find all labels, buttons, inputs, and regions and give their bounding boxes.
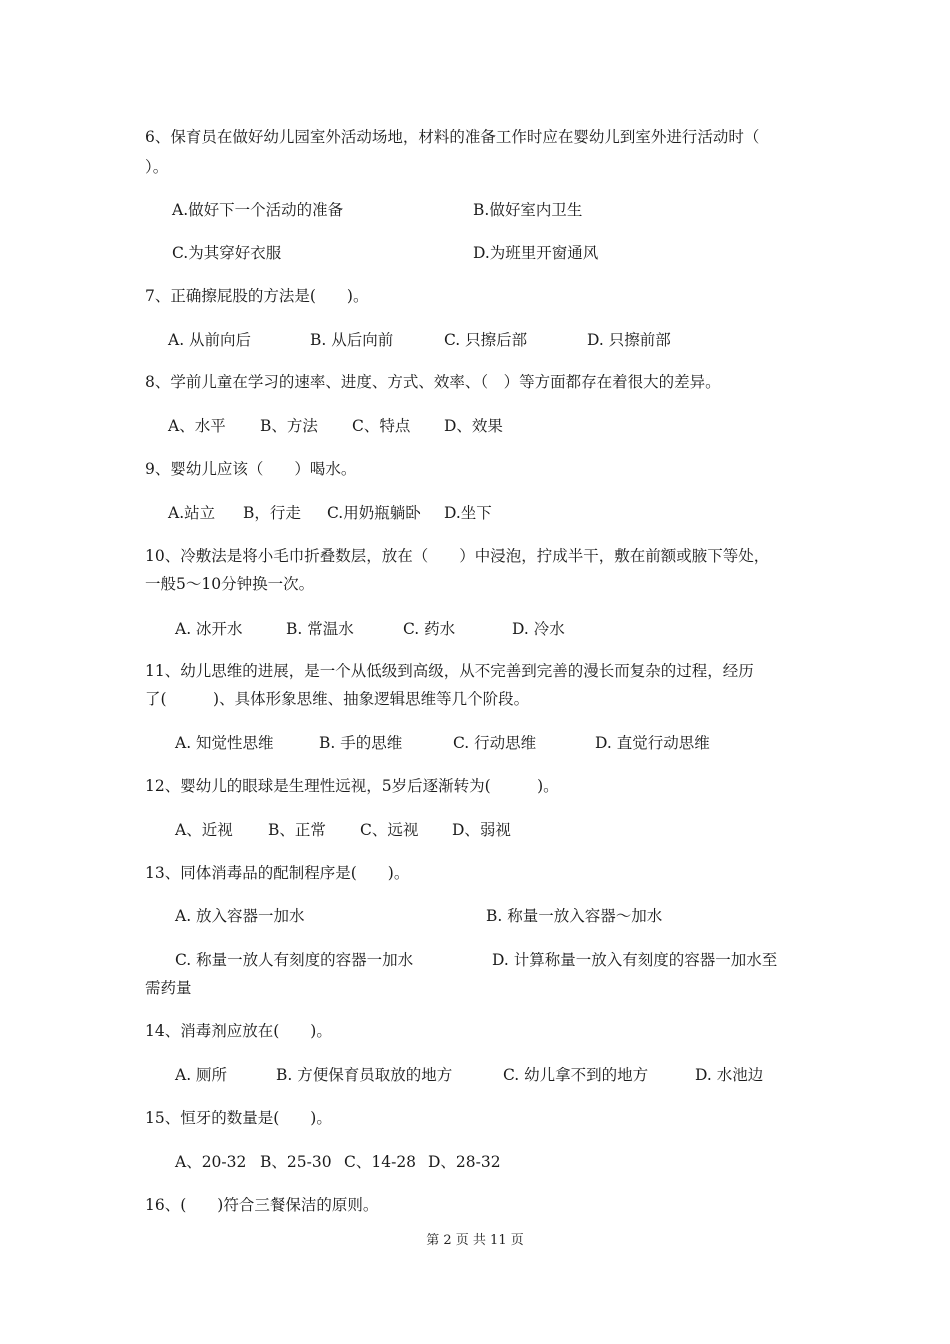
question-15-option-d: D、28-32 <box>428 1153 501 1171</box>
question-11-line-2: 了( )、具体形象思维、抽象逻辑思维等几个阶段。 <box>145 690 530 708</box>
question-12-option-b: B、正常 <box>268 821 326 839</box>
question-12-option-d: D、弱视 <box>452 821 511 839</box>
question-9-option-b: B，行走 <box>243 504 301 522</box>
question-13-option-b: B. 称量一放入容器～加水 <box>486 907 663 925</box>
question-10-option-b: B. 常温水 <box>286 620 354 638</box>
question-11-option-d: D. 直觉行动思维 <box>595 734 710 752</box>
question-11-option-b: B. 手的思维 <box>319 734 403 752</box>
question-11-option-a: A. 知觉性思维 <box>175 734 274 752</box>
question-8-option-d: D、效果 <box>444 417 503 435</box>
question-8-option-b: B、方法 <box>260 417 318 435</box>
question-12-option-a: A、近视 <box>175 821 233 839</box>
question-12-line-1: 12、婴幼儿的眼球是生理性远视，5岁后逐渐转为( )。 <box>145 777 559 795</box>
question-7-option-d: D. 只擦前部 <box>587 331 671 349</box>
question-8-line-1: 8、学前儿童在学习的速率、进度、方式、效率、（ ）等方面都存在着很大的差异。 <box>145 373 721 391</box>
question-14-option-b: B. 方便保育员取放的地方 <box>276 1066 453 1084</box>
question-11-option-c: C. 行动思维 <box>453 734 537 752</box>
question-15-option-a: A、20-32 <box>175 1153 247 1171</box>
question-10-line-1: 10、冷敷法是将小毛巾折叠数层，放在（ ）中浸泡，拧成半干，敷在前额或腋下等处， <box>145 547 770 565</box>
question-8-option-a: A、水平 <box>168 417 226 435</box>
question-13-option-c: C. 称量一放人有刻度的容器一加水 <box>175 951 414 969</box>
question-13-option-a: A. 放入容器一加水 <box>175 907 305 925</box>
question-15-option-b: B、25-30 <box>260 1153 332 1171</box>
question-7-line-1: 7、正确擦屁股的方法是( )。 <box>145 287 369 305</box>
question-6-option-a: A.做好下一个活动的准备 <box>172 201 344 219</box>
question-14-line-1: 14、消毒剂应放在( )。 <box>145 1022 332 1040</box>
question-8-option-c: C、特点 <box>352 417 411 435</box>
question-11-line-1: 11、幼儿思维的进展，是一个从低级到高级，从不完善到完善的漫长而复杂的过程，经历 <box>145 662 754 680</box>
question-7-option-a: A. 从前向后 <box>168 331 252 349</box>
question-14-option-c: C. 幼儿拿不到的地方 <box>503 1066 649 1084</box>
question-6-option-b: B.做好室内卫生 <box>473 201 583 219</box>
question-10-option-a: A. 冰开水 <box>175 620 243 638</box>
question-9-line-1: 9、婴幼儿应该（ ）喝水。 <box>145 460 357 478</box>
question-13-option-d: D. 计算称量一放入有刻度的容器一加水至 <box>492 951 778 969</box>
question-10-option-d: D. 冷水 <box>512 620 565 638</box>
question-15-line-1: 15、恒牙的数量是( )。 <box>145 1109 332 1127</box>
question-7-option-c: C. 只擦后部 <box>444 331 528 349</box>
question-9-option-c: C.用奶瓶躺卧 <box>327 504 421 522</box>
question-6-line-1: 6、保育员在做好幼儿园室外活动场地，材料的准备工作时应在婴幼儿到室外进行活动时（ <box>145 128 760 146</box>
question-14-option-d: D. 水池边 <box>695 1066 764 1084</box>
question-6-option-d: D.为班里开窗通风 <box>473 244 599 262</box>
question-12-option-c: C、远视 <box>360 821 419 839</box>
question-14-option-a: A. 厕所 <box>175 1066 228 1084</box>
question-10-line-2: 一般5～10分钟换一次。 <box>145 575 315 593</box>
question-13-line-1: 13、同体消毒品的配制程序是( )。 <box>145 864 410 882</box>
question-6-line-2: ）。 <box>145 158 169 176</box>
question-16-line-1: 16、( )符合三餐保洁的原则。 <box>145 1196 379 1214</box>
question-15-option-c: C、14-28 <box>344 1153 417 1171</box>
question-9-option-d: D.坐下 <box>444 504 492 522</box>
page-number-footer: 第 2 页 共 11 页 <box>426 1233 524 1248</box>
question-7-option-b: B. 从后向前 <box>310 331 394 349</box>
question-6-option-c: C.为其穿好衣服 <box>172 244 282 262</box>
question-9-option-a: A.站立 <box>168 504 216 522</box>
question-10-option-c: C. 药水 <box>403 620 456 638</box>
question-13-option-d-continued: 需药量 <box>145 979 192 997</box>
